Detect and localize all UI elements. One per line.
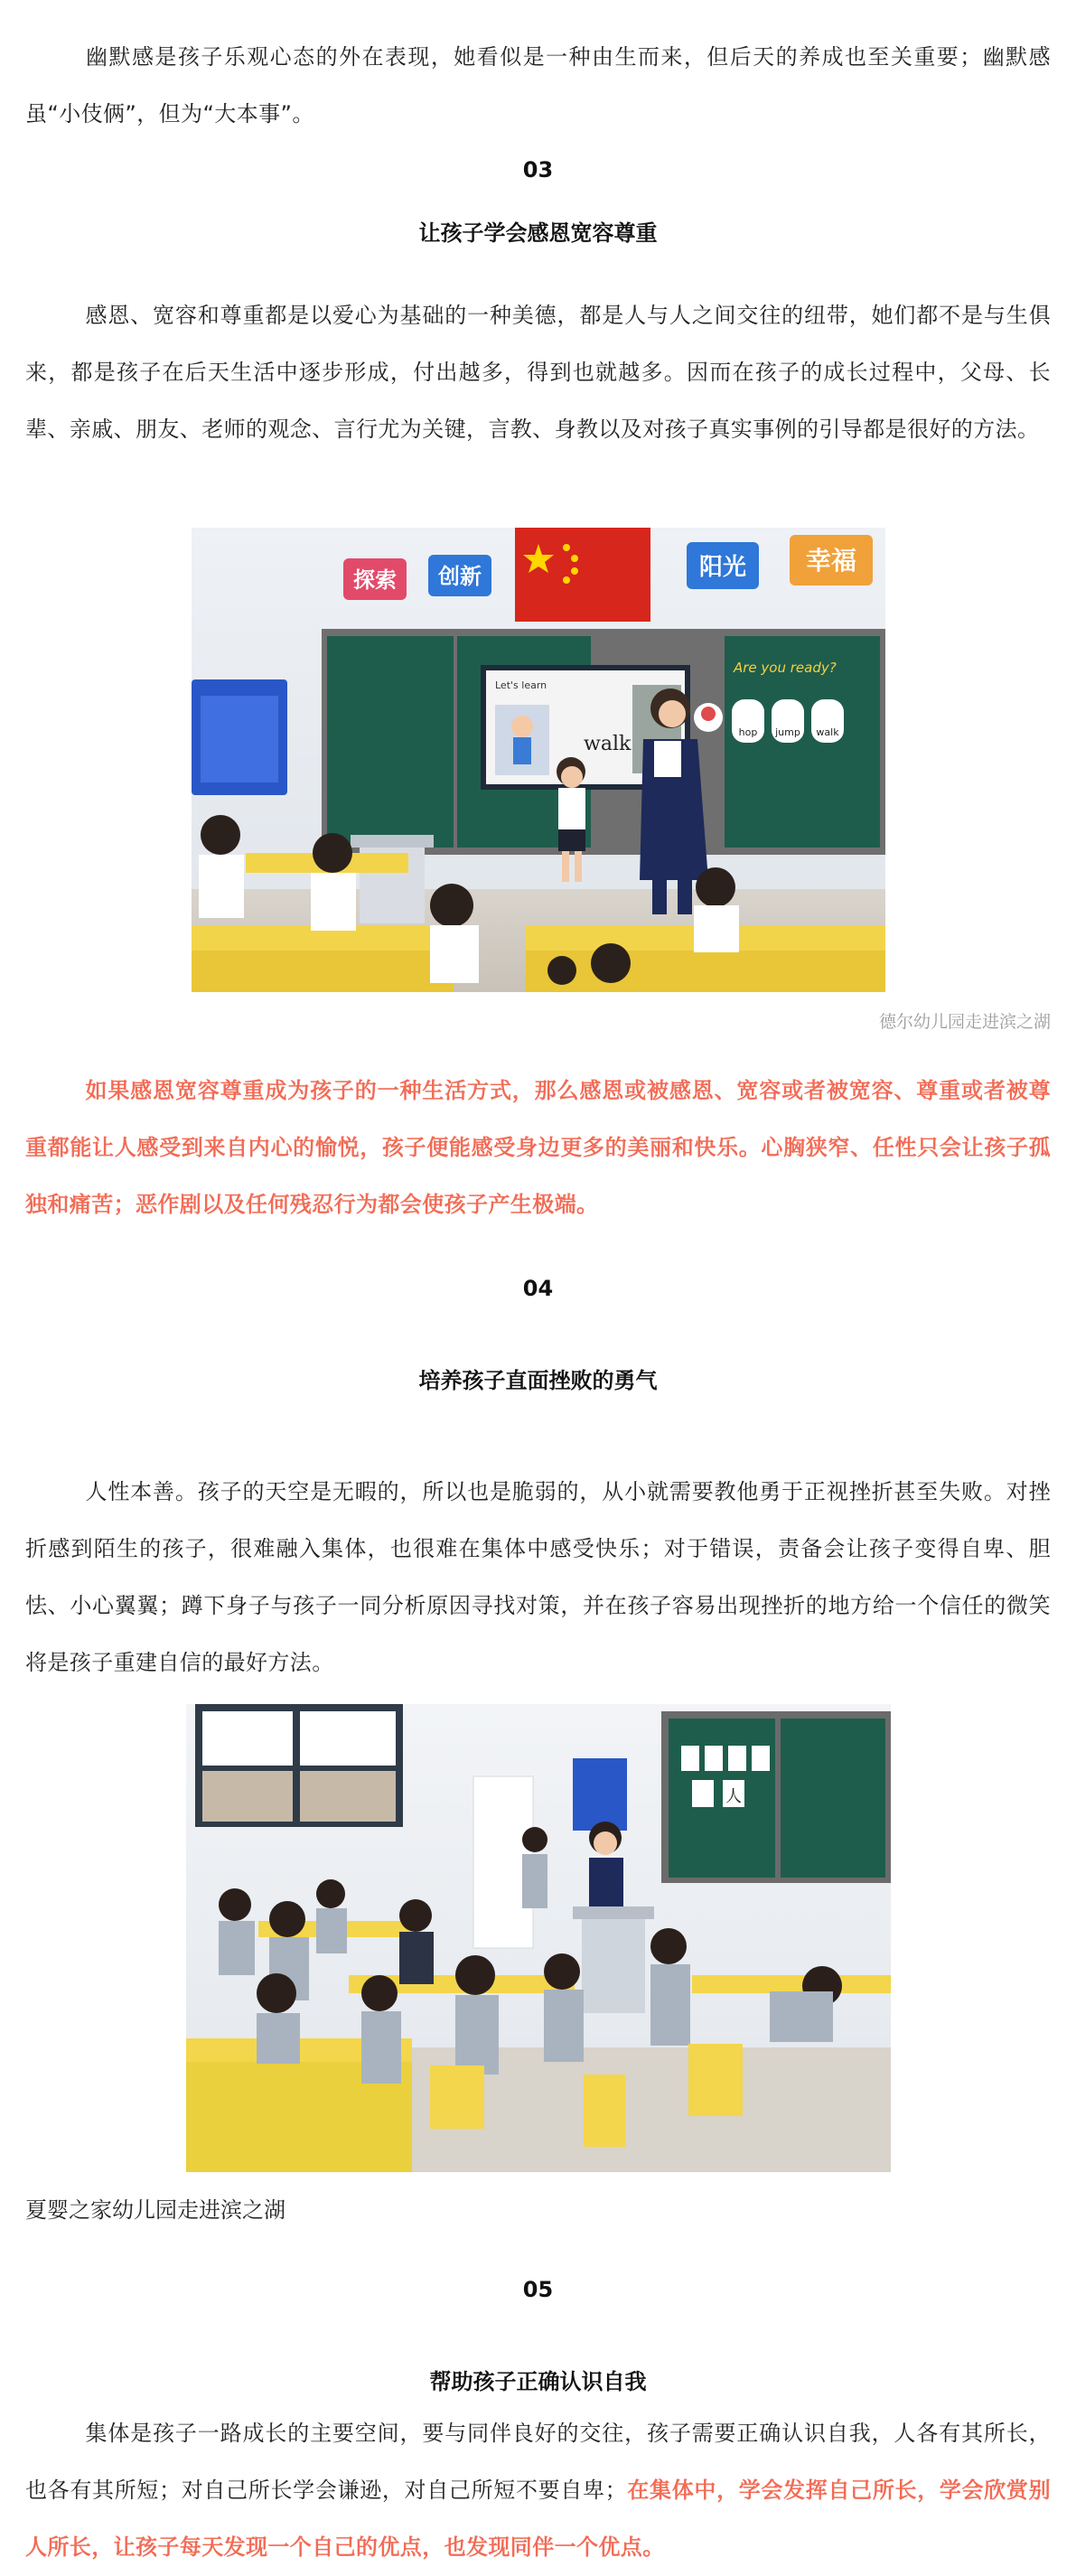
classroom-scene-2 [186,1704,891,2172]
photo-caption-2: 夏婴之家幼儿园走进滨之湖 [25,2197,285,2223]
section-03-body: 感恩、宽容和尊重都是以爱心为基础的一种美德，都是人与人之间交往的纽带，她们都不是与生俱来，都是孩子在后天生活中逐步形成，付出越多，得到也就越多。因而在孩子的成长过程中，父母、长辈、亲戚、朋友、老师的观念、言行尤为关键，言教、身教以及对孩子真实事例的引导都是很好的方法。 [25,303,1051,442]
intro-paragraph: 幽默感是孩子乐观心态的外在表现，她看似是一种由生而来，但后天的养成也至关重要；幽默感虽“小伎俩”，但为“大本事”。 [25,44,1051,126]
board-char: 人 [725,1787,742,1806]
sign-innovate: 创新 [438,564,482,589]
section-number-03: 03 [522,157,554,183]
sign-explore: 探索 [353,567,397,593]
sign-happiness: 幸福 [805,546,857,576]
section-heading-05: 帮助孩子正确认识自我 [429,2369,647,2394]
section-05-body-highlight: 在集体中，学会发挥自己所长，学会欣赏别人所长，让孩子每天发现一个自己的优点，也发现同伴一个优点。 [25,2478,1051,2560]
section-number-05: 05 [522,2277,554,2302]
screen-word: walk [584,733,632,755]
section-03-highlight: 如果感恩宽容尊重成为孩子的一种生活方式，那么感恩或被感恩、宽容或者被宽容、尊重或者被尊重都能让人感受到来自内心的愉悦，孩子便能感受身边更多的美丽和快乐。心胸狭窄、任性只会让孩子孤独和痛苦；恶作剧以及任何残忍行为都会使孩子产生极端。 [25,1078,1051,1217]
board-banner: Are you ready? [734,660,837,676]
classroom-photo-2 [186,1704,891,2172]
photo-caption-1: 德尔幼儿园走进滨之湖 [878,1012,1051,1032]
section-heading-04: 培养孩子直面挫败的勇气 [418,1368,658,1393]
board-card-hop: hop [738,726,758,738]
section-heading-03: 让孩子学会感恩宽容尊重 [418,220,658,246]
board-card-walk: walk [816,726,839,738]
section-05-body-plain: 集体是孩子一路成长的主要空间，要与同伴良好的交往，孩子需要正确认识自我，人各有其所长，也各有其所短；对自己所长学会谦逊，对自己所短不要自卑； [25,2421,1051,2503]
board-card-jump: jump [775,726,800,738]
sign-sunshine: 阳光 [698,554,747,581]
classroom-scene-1 [192,528,885,992]
screen-title: Let's learn [495,679,547,691]
section-04-body: 人性本善。孩子的天空是无暇的，所以也是脆弱的，从小就需要教他勇于正视挫折甚至失败。对挫折感到陌生的孩子，很难融入集体，也很难在集体中感受快乐；对于错误，责备会让孩子变得自卑、胆怯、小心翼翼；蹲下身子与孩子一同分析原因寻找对策，并在孩子容易出现挫折的地方给一个信任的微笑将是孩子重建自信的最好方法。 [25,1479,1051,1675]
section-number-04: 04 [522,1276,554,1301]
section-05-body [25,2405,1051,2576]
classroom-photo-1 [192,528,885,992]
